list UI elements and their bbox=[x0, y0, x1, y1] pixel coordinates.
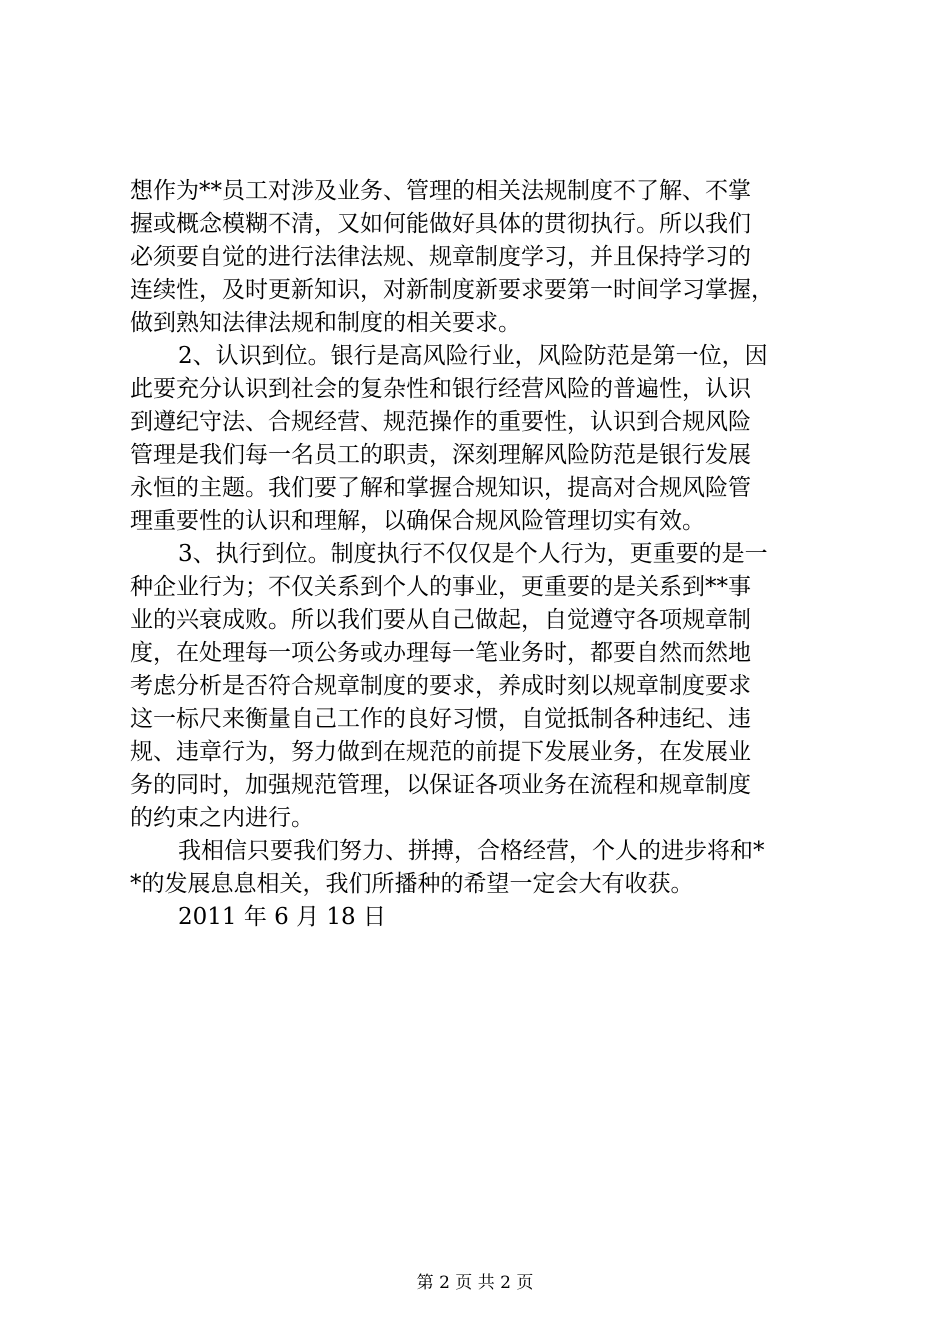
paragraph-line: 这一标尺来衡量自己工作的良好习惯，自觉抵制各种违纪、违 bbox=[130, 706, 751, 732]
paragraph-line: 管理是我们每一名员工的职责，深刻理解风险防范是银行发展 bbox=[130, 442, 751, 468]
paragraph-line: 种企业行为；不仅关系到个人的事业，更重要的是关系到**事 bbox=[130, 574, 751, 600]
paragraph-line: 业的兴衰成败。所以我们要从自己做起，自觉遵守各项规章制 bbox=[130, 607, 751, 633]
paragraph-line: 务的同时，加强规范管理，以保证各项业务在流程和规章制度 bbox=[130, 772, 751, 798]
paragraph-line: 2、认识到位。银行是高风险行业，风险防范是第一位，因 bbox=[178, 343, 768, 369]
paragraph-line: 考虑分析是否符合规章制度的要求，养成时刻以规章制度要求 bbox=[130, 673, 751, 699]
date-line: 2011 年 6 月 18 日 bbox=[178, 904, 386, 930]
paragraph-line: 此要充分认识到社会的复杂性和银行经营风险的普遍性，认识 bbox=[130, 376, 751, 402]
paragraph-line: 规、违章行为，努力做到在规范的前提下发展业务，在发展业 bbox=[130, 739, 751, 765]
paragraph-line: 握或概念模糊不清，又如何能做好具体的贯彻执行。所以我们 bbox=[130, 211, 751, 237]
paragraph-line: 理重要性的认识和理解，以确保合规风险管理切实有效。 bbox=[130, 508, 705, 534]
paragraph-line: *的发展息息相关，我们所播种的希望一定会大有收获。 bbox=[130, 871, 694, 897]
paragraph-line: 想作为**员工对涉及业务、管理的相关法规制度不了解、不掌 bbox=[130, 178, 751, 204]
paragraph-line: 3、执行到位。制度执行不仅仅是个人行为，更重要的是一 bbox=[178, 541, 768, 567]
paragraph-line: 永恒的主题。我们要了解和掌握合规知识，提高对合规风险管 bbox=[130, 475, 751, 501]
paragraph-line: 必须要自觉的进行法律法规、规章制度学习，并且保持学习的 bbox=[130, 244, 751, 270]
paragraph-line: 连续性，及时更新知识，对新制度新要求要第一时间学习掌握， bbox=[130, 277, 774, 303]
paragraph-line: 做到熟知法律法规和制度的相关要求。 bbox=[130, 310, 521, 336]
paragraph-line: 的约束之内进行。 bbox=[130, 805, 314, 831]
paragraph-line: 度，在处理每一项公务或办理每一笔业务时，都要自然而然地 bbox=[130, 640, 751, 666]
paragraph-line: 到遵纪守法、合规经营、规范操作的重要性，认识到合规风险 bbox=[130, 409, 751, 435]
paragraph-line: 我相信只要我们努力、拼搏，合格经营，个人的进步将和* bbox=[178, 838, 765, 864]
page-footer: 第 2 页 共 2 页 bbox=[416, 1273, 534, 1293]
